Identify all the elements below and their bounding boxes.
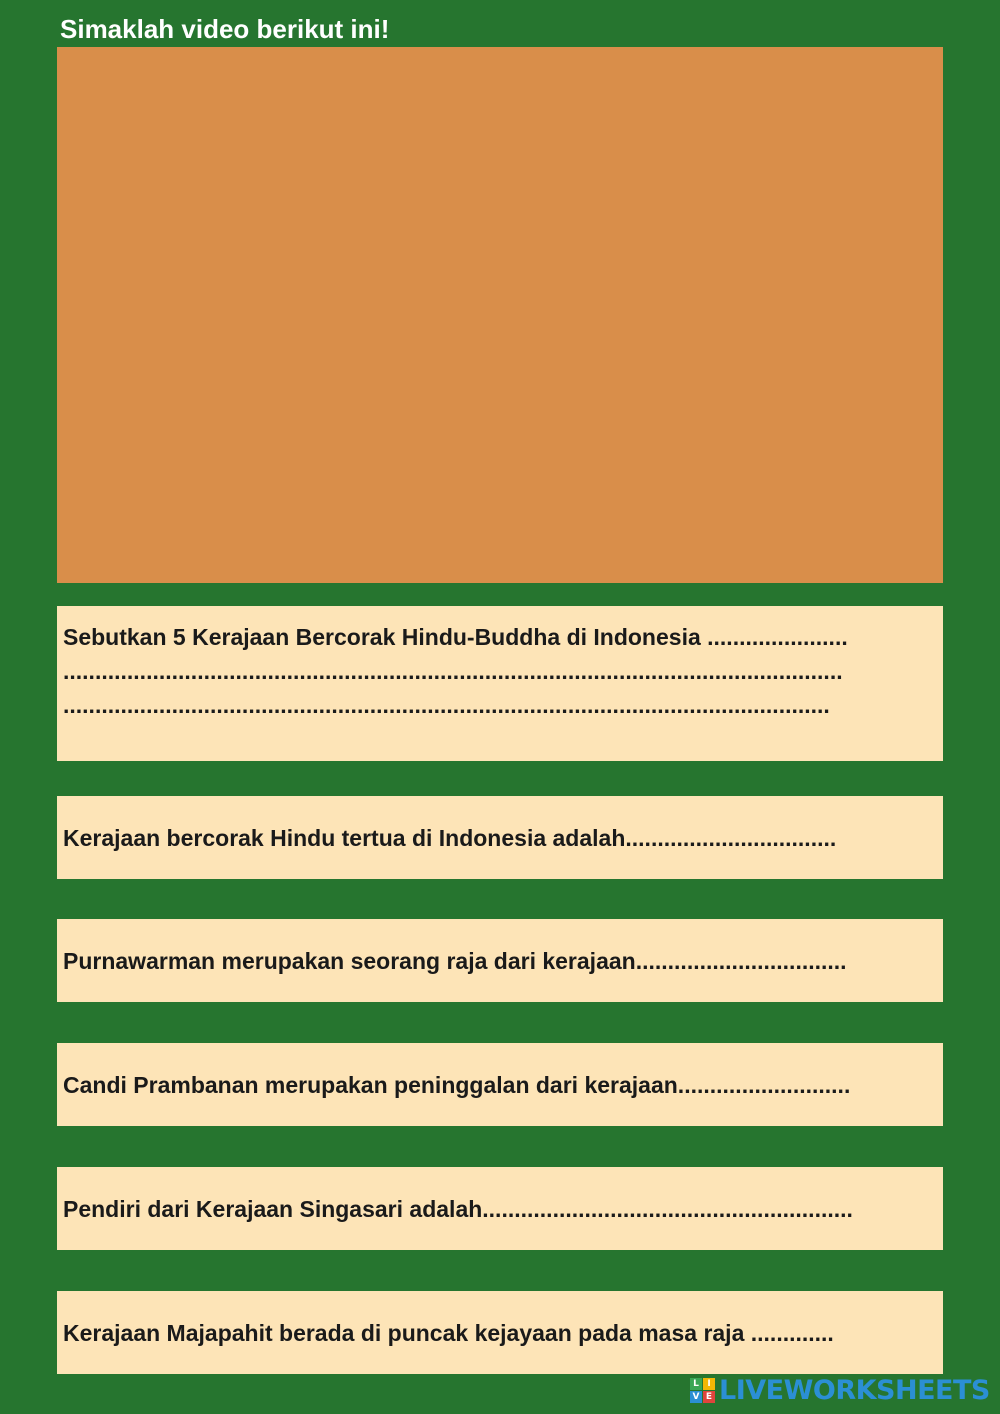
logo-text: LIVEWORKSHEETS bbox=[719, 1374, 990, 1406]
video-player[interactable] bbox=[57, 47, 943, 583]
question-box-5[interactable] bbox=[57, 1167, 943, 1250]
question-4-text: Candi Prambanan merupakan peninggalan dari kerajaan........................... bbox=[63, 1071, 851, 1098]
logo-icon-letter: V bbox=[690, 1391, 702, 1403]
question-box-3[interactable] bbox=[57, 919, 943, 1002]
question-box-2[interactable] bbox=[57, 796, 943, 879]
question-box-6[interactable] bbox=[57, 1291, 943, 1374]
question-1-answer-line-1: .......................................................................................................................... bbox=[63, 658, 843, 684]
question-box-4[interactable] bbox=[57, 1043, 943, 1126]
liveworksheets-logo bbox=[690, 1374, 990, 1406]
logo-icon-letter: L bbox=[690, 1378, 702, 1390]
question-5-text: Pendiri dari Kerajaan Singasari adalah.......................................................... bbox=[63, 1195, 853, 1222]
question-6-text: Kerajaan Majapahit berada di puncak kejayaan pada masa raja ............. bbox=[63, 1319, 834, 1346]
logo-icon-letter: E bbox=[703, 1391, 715, 1403]
liveworksheets-icon bbox=[690, 1378, 715, 1403]
question-1-text: Sebutkan 5 Kerajaan Bercorak Hindu-Buddha di Indonesia ...................... bbox=[63, 624, 848, 650]
question-box-1[interactable] bbox=[57, 606, 943, 761]
question-2-text: Kerajaan bercorak Hindu tertua di Indonesia adalah................................. bbox=[63, 824, 837, 851]
question-1-answer-line-2: ........................................................................................................................ bbox=[63, 692, 830, 718]
question-3-text: Purnawarman merupakan seorang raja dari kerajaan................................. bbox=[63, 947, 847, 974]
logo-icon-letter: I bbox=[703, 1378, 715, 1390]
instruction-heading: Simaklah video berikut ini! bbox=[60, 14, 390, 44]
